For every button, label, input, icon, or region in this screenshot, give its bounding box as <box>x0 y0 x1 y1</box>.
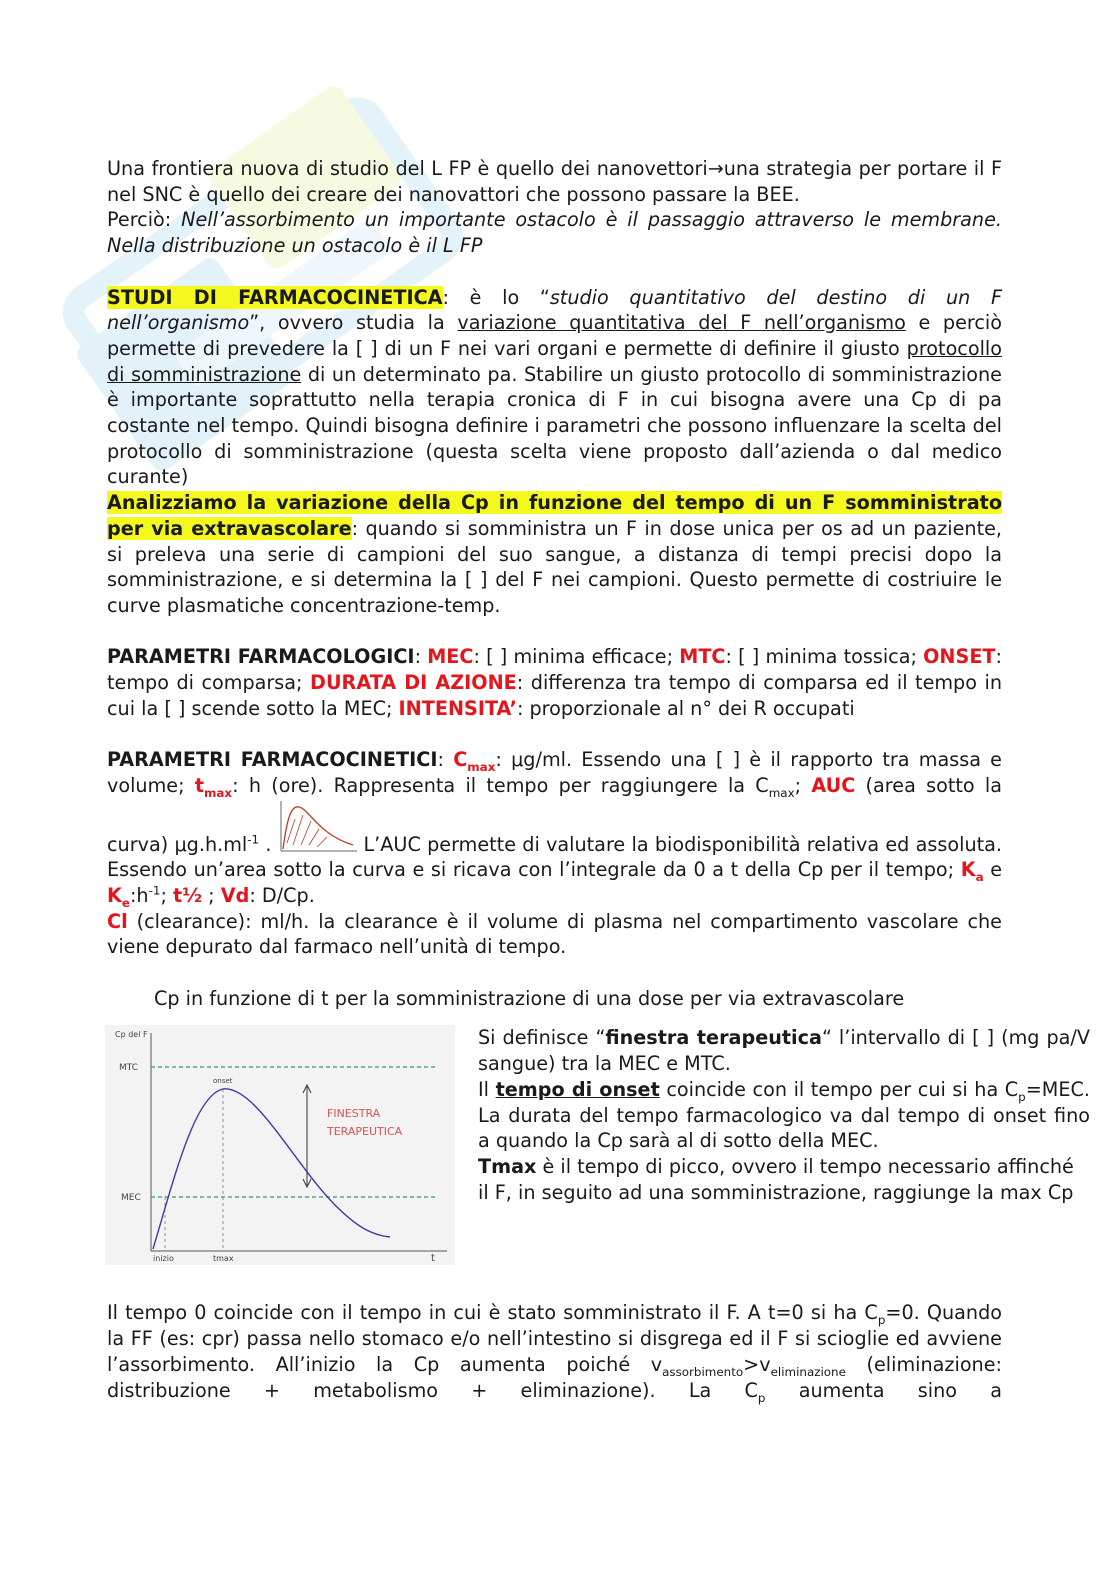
fig-mec-label: MEC <box>121 1193 141 1204</box>
analisi-text: : quando si somministra un F in dose unica per os ad un paziente, si preleva una serie di campioni del suo sangue, a distanza di tempi precisi dopo la somministrazione, e si determina la [ ] del F nei campioni. Questo permette di costriuire le curve plasmatiche concentrazione-temp. <box>107 516 1002 617</box>
intensita-desc: : proporzionale al n° dei R occupati <box>516 696 855 720</box>
analisi-paragraph <box>107 490 1002 619</box>
studi-paragraph <box>107 285 1002 491</box>
analisi-heading: Analizziamo la variazione della Cp in funzione del tempo di un F somministrato per via extravascolare <box>107 491 1002 540</box>
intro-text-2: una strategia per portare il F nel SNC è quello dei creare dei nanovattori che possono passare la BEE. <box>107 157 1002 206</box>
onset-desc: : tempo di comparsa; <box>107 645 1002 695</box>
pharmacokinetic-curve-figure <box>105 1025 455 1265</box>
ke-term: $K_e$ <box>107 883 130 910</box>
colon: : <box>437 748 454 772</box>
auc-description-1: L’AUC permette di valutare la biodisponibilità relativa ed <box>363 832 910 856</box>
cmax-term: $C_{max}$ <box>453 748 496 774</box>
studi-text-1: : è lo “ <box>442 285 550 309</box>
studi-text-3: e perciò permette di prevedere la [ ] di un F nei vari organi e permette di definire il giusto <box>107 311 1003 360</box>
cl-desc: (clearance): ml/h. la clearance è il volume di plasma nel compartimento vascolare che viene depurato dal farmaco nell’unità di tempo. <box>107 909 1002 959</box>
figure-side-text <box>478 1025 1090 1205</box>
tmax-desc: : h (ore). Rappresenta il tempo per raggiungere la C <box>232 773 769 797</box>
intensita-term: INTENSITA’ <box>398 696 517 720</box>
farmacocinetici-heading: PARAMETRI FARMACOCINETICI <box>107 748 438 772</box>
cl-term: Cl <box>107 909 128 933</box>
fig-terapeutica-label: TERAPEUTICA <box>327 1125 403 1139</box>
perc-italic-text: Nell’assorbimento un importante ostacolo è il passaggio attraverso le membrane. Nella distribuzione un ostacolo è il L FP <box>107 208 1002 258</box>
document-body <box>107 156 1091 1405</box>
figure-caption: Cp in funzione di t per la somministrazione di una dose per via extravascolare <box>154 986 905 1010</box>
ka-term: $K_a$ <box>960 858 984 885</box>
mtc-desc: : [ ] minima tossica; <box>725 645 924 669</box>
thalf-term: t½ <box>173 883 203 907</box>
tmax-term: $t_{max}$ <box>194 773 233 800</box>
perc-label: Perciò: <box>107 208 172 232</box>
farmacologici-paragraph <box>107 644 1002 721</box>
auc-unit-sup: -1 <box>247 832 260 847</box>
intro-text-1: Una frontiera nuova di studio del L FP è quello dei nanovettori <box>107 157 708 180</box>
studi-text-2: ”, ovvero studia la <box>249 311 458 335</box>
mec-term: MEC <box>427 645 474 669</box>
vd-term: Vd <box>220 883 250 907</box>
auc-term: AUC <box>811 773 856 797</box>
fig-inizio-label: inizio <box>153 1254 174 1264</box>
finestra-paragraph: Si definisce “finestra terapeutica“ l’intervallo di [ ] (mg pa/V sangue) tra la MEC e MTC. <box>478 1026 1091 1076</box>
fig-tmax-label: tmax <box>213 1254 234 1264</box>
fig-onset-label: onset <box>213 1077 233 1086</box>
fig-mtc-label: MTC <box>119 1063 139 1074</box>
cmax-desc: : μg/ml. Essendo una [ ] è il rapporto tra massa e volume; <box>107 748 1002 797</box>
farmacologici-heading: PARAMETRI FARMACOLOGICI <box>107 645 415 669</box>
auc-curve-sketch-icon <box>275 799 359 855</box>
studi-heading: STUDI DI FARMACOCINETICA <box>107 285 443 309</box>
studi-underlined-1: variazione quantitativa del F nell’organismo <box>457 311 906 335</box>
onset-term-fig: tempo di onset <box>495 1077 660 1101</box>
cmax-sub: max <box>768 785 795 800</box>
durata-term: DURATA DI AZIONE <box>310 671 517 695</box>
fig-t-label: t <box>431 1253 435 1265</box>
durata-desc: : differenza tra tempo di comparsa ed il tempo in cui la [ ] scende sotto la MEC; <box>107 671 1002 720</box>
clearance-paragraph <box>107 909 1002 960</box>
intro-perc-paragraph <box>107 207 1002 258</box>
mtc-term: MTC <box>679 645 726 669</box>
farmacocinetici-paragraph-1: PARAMETRI FARMACOCINETICI: $C_{max}$: μg/ml. Essendo una [ ] è il rapporto tra massa e volume; $t_{max}$: h (ore). Rappresenta il tempo per raggiungere la $C_{max}$; AUC (area sotto la curva) $\mu g.h.ml^{-1}$ . L’AUC permette di valutare la biodisponibilità relativa ed assoluta. Essendo un’area sotto la curva e si ricava con l’integrale da 0 a t della Cp per il tempo; $K_a$ e $K_e:h^{-1}$; t½ ; Vd: D/Cp. <box>107 748 1002 910</box>
finestra-term: finestra terapeutica <box>605 1026 822 1050</box>
final-paragraph: Il tempo 0 coincide con il tempo in cui è stato somministrato il F. A t=0 si ha $C_p=0$. Quando la FF (es: cpr) passa nello stomaco e/o nell’intestino si disgrega ed il F si scioglie ed avviene l’assorbimento. All’inizio la Cp aumenta poiché $v_{assorbimento}>v_{eliminazione}$ (eliminazione: distribuzione + metabolismo + eliminazione). La $C_p$ aumenta sino a <box>107 1301 1002 1405</box>
studi-underlined-2: protocollo di somministrazione <box>107 336 1002 386</box>
mec-desc: : [ ] minima efficace; <box>473 645 680 669</box>
studi-italic: studio quantitativo del destino di un F nell’organismo <box>107 285 1003 335</box>
studi-text-4: di un determinato pa. Stabilire un giusto protocollo di somministrazione è importante soprattutto nella terapia cronica di F in cui bisogna avere una Cp di pa costante nel tempo. Quindi bisogna definire i parametri che possono influenzare la scelta del protocollo di somministrazione (questa scelta viene proposto dall’azienda o dal medico curante) <box>107 362 1002 489</box>
figure-block <box>107 1025 1091 1280</box>
fig-y-axis-label: Cp del F <box>115 1030 148 1040</box>
tmax-term-fig: Tmax <box>478 1154 537 1178</box>
onset-paragraph: Il tempo di onset coincide con il tempo per cui si ha $C_p=MEC$. La durata del tempo farmacologico va dal tempo di onset fino a quando la Cp sarà al di sotto della MEC. <box>478 1077 1090 1153</box>
onset-term: ONSET <box>923 645 996 669</box>
tmax-paragraph: Tmax è il tempo di picco, ovvero il tempo necessario affinché il F, in seguito ad una somministrazione, raggiunge la max Cp <box>478 1154 1074 1204</box>
vd-desc: : D/Cp. <box>249 883 315 907</box>
fig-finestra-label: FINESTRA <box>327 1107 381 1121</box>
intro-paragraph <box>107 156 1002 207</box>
colon: : <box>414 645 428 669</box>
arrow-right-icon: → <box>707 157 724 180</box>
auc-description-2: assoluta. Essendo un’area sotto la curva e si ricava con l’integrale da 0 a t della Cp per il tempo; <box>107 832 1002 882</box>
auc-desc: (area sotto la curva) μg.h.ml <box>107 773 1002 856</box>
